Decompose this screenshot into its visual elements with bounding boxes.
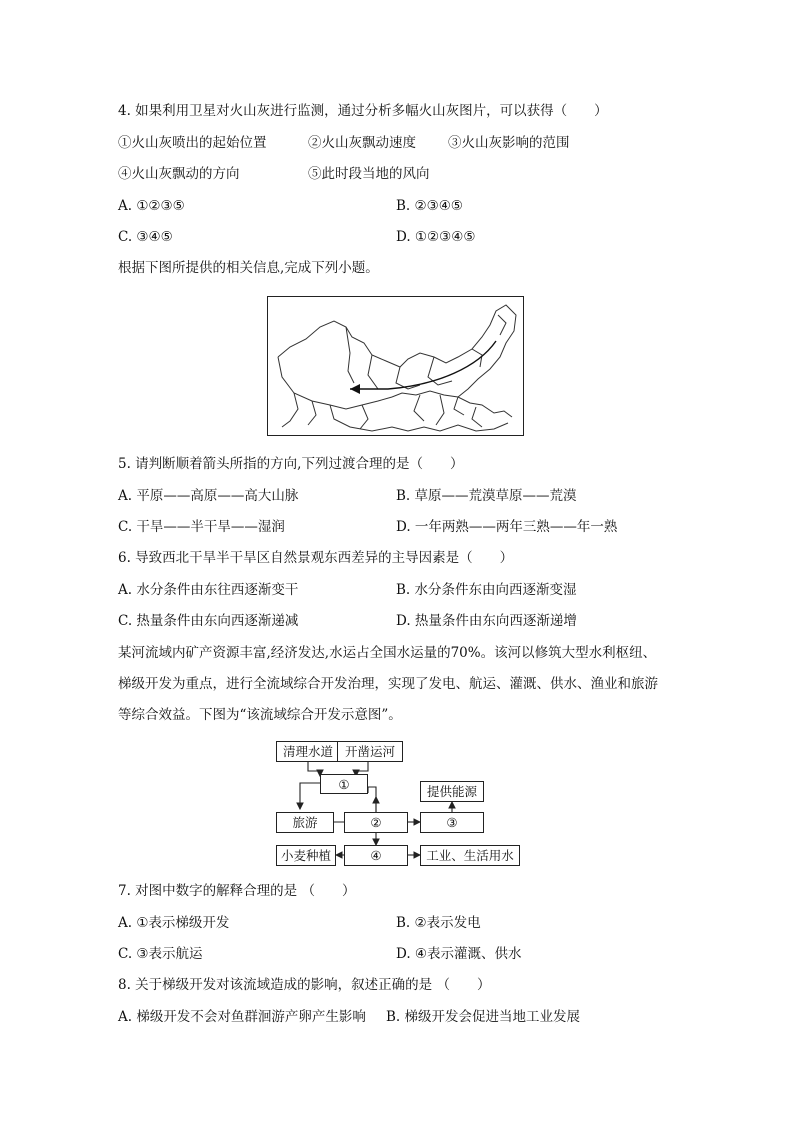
flow-box-3: ③ [420, 812, 484, 833]
q4-item-1: ①火山灰喷出的起始位置 [118, 135, 267, 151]
direction-arrow-line [350, 341, 496, 389]
q6-option-b: B. 水分条件东由向西逐渐变湿 [396, 582, 577, 598]
q4-stem: 4. 如果利用卫星对火山灰进行监测，通过分析多幅火山灰图片，可以获得（ ） [118, 103, 608, 119]
passage-line-3: 等综合效益。下图为“该流域综合开发示意图”。 [118, 707, 402, 723]
q5-option-d: D. 一年两熟——两年三熟——年一熟 [396, 519, 618, 535]
q7-option-b: B. ②表示发电 [396, 915, 481, 931]
q8-option-b: B. 梯级开发会促进当地工业发展 [386, 1009, 581, 1025]
q7-option-a: A. ①表示梯级开发 [118, 915, 230, 931]
flow-box-wheat: 小麦种植 [276, 845, 336, 866]
q4-option-c: C. ③④⑤ [118, 229, 173, 245]
q4-item-4: ④火山灰飘动的方向 [118, 166, 240, 182]
map-intro: 根据下图所提供的相关信息,完成下列小题。 [118, 260, 379, 276]
q5-stem: 5. 请判断顺着箭头所指的方向,下列过渡合理的是（ ） [118, 456, 464, 472]
q5-option-c: C. 干旱——半干旱——湿润 [118, 519, 285, 535]
q5-option-b: B. 草原——荒漠草原——荒漠 [396, 488, 577, 504]
arrow-head-icon [350, 384, 360, 394]
q6-option-d: D. 热量条件由东向西逐渐递增 [396, 613, 577, 629]
passage-line-2: 梯级开发为重点，进行全流域综合开发治理，实现了发电、航运、灌溉、供水、渔业和旅游 [118, 676, 658, 692]
q5-option-a: A. 平原——高原——高大山脉 [118, 488, 299, 504]
flow-box-2: ② [344, 812, 408, 833]
q6-option-a: A. 水分条件由东往西逐渐变干 [118, 582, 299, 598]
q4-item-3: ③火山灰影响的范围 [448, 135, 570, 151]
q7-option-d: D. ④表示灌溉、供水 [396, 946, 522, 962]
q6-option-c: C. 热量条件由东向西逐渐递减 [118, 613, 299, 629]
flow-box-dig-canal: 开凿运河 [337, 741, 403, 762]
flow-box-water-use: 工业、生活用水 [420, 845, 520, 866]
q4-option-a: A. ①②③⑤ [118, 198, 185, 214]
q7-option-c: C. ③表示航运 [118, 946, 203, 962]
china-map-figure [267, 296, 524, 436]
q4-item-2: ②火山灰飘动速度 [308, 135, 416, 151]
q4-item-5: ⑤此时段当地的风向 [308, 166, 430, 182]
q4-option-d: D. ①②③④⑤ [396, 229, 476, 245]
q8-option-a: A. 梯级开发不会对鱼群洄游产卵产生影响 [118, 1009, 366, 1025]
q6-stem: 6. 导致西北干旱半干旱区自然景观东西差异的主导因素是（ ） [118, 550, 514, 566]
flow-box-supply-energy: 提供能源 [420, 781, 484, 802]
flow-box-4: ④ [344, 845, 408, 866]
passage-line-1: 某河流域内矿产资源丰富,经济发达,水运占全国水运量的70%。该河以修筑大型水利枢纽、 [118, 645, 657, 661]
q4-option-b: B. ②③④⑤ [396, 198, 463, 214]
flow-box-1: ① [320, 774, 368, 794]
flow-box-tourism: 旅游 [276, 812, 334, 833]
china-outline-map [268, 297, 523, 435]
q7-stem: 7. 对图中数字的解释合理的是 （ ） [118, 883, 356, 899]
flow-box-clear-channel: 清理水道 [276, 741, 340, 762]
q8-stem: 8. 关于梯级开发对该流域造成的影响，叙述正确的是 （ ） [118, 977, 491, 993]
